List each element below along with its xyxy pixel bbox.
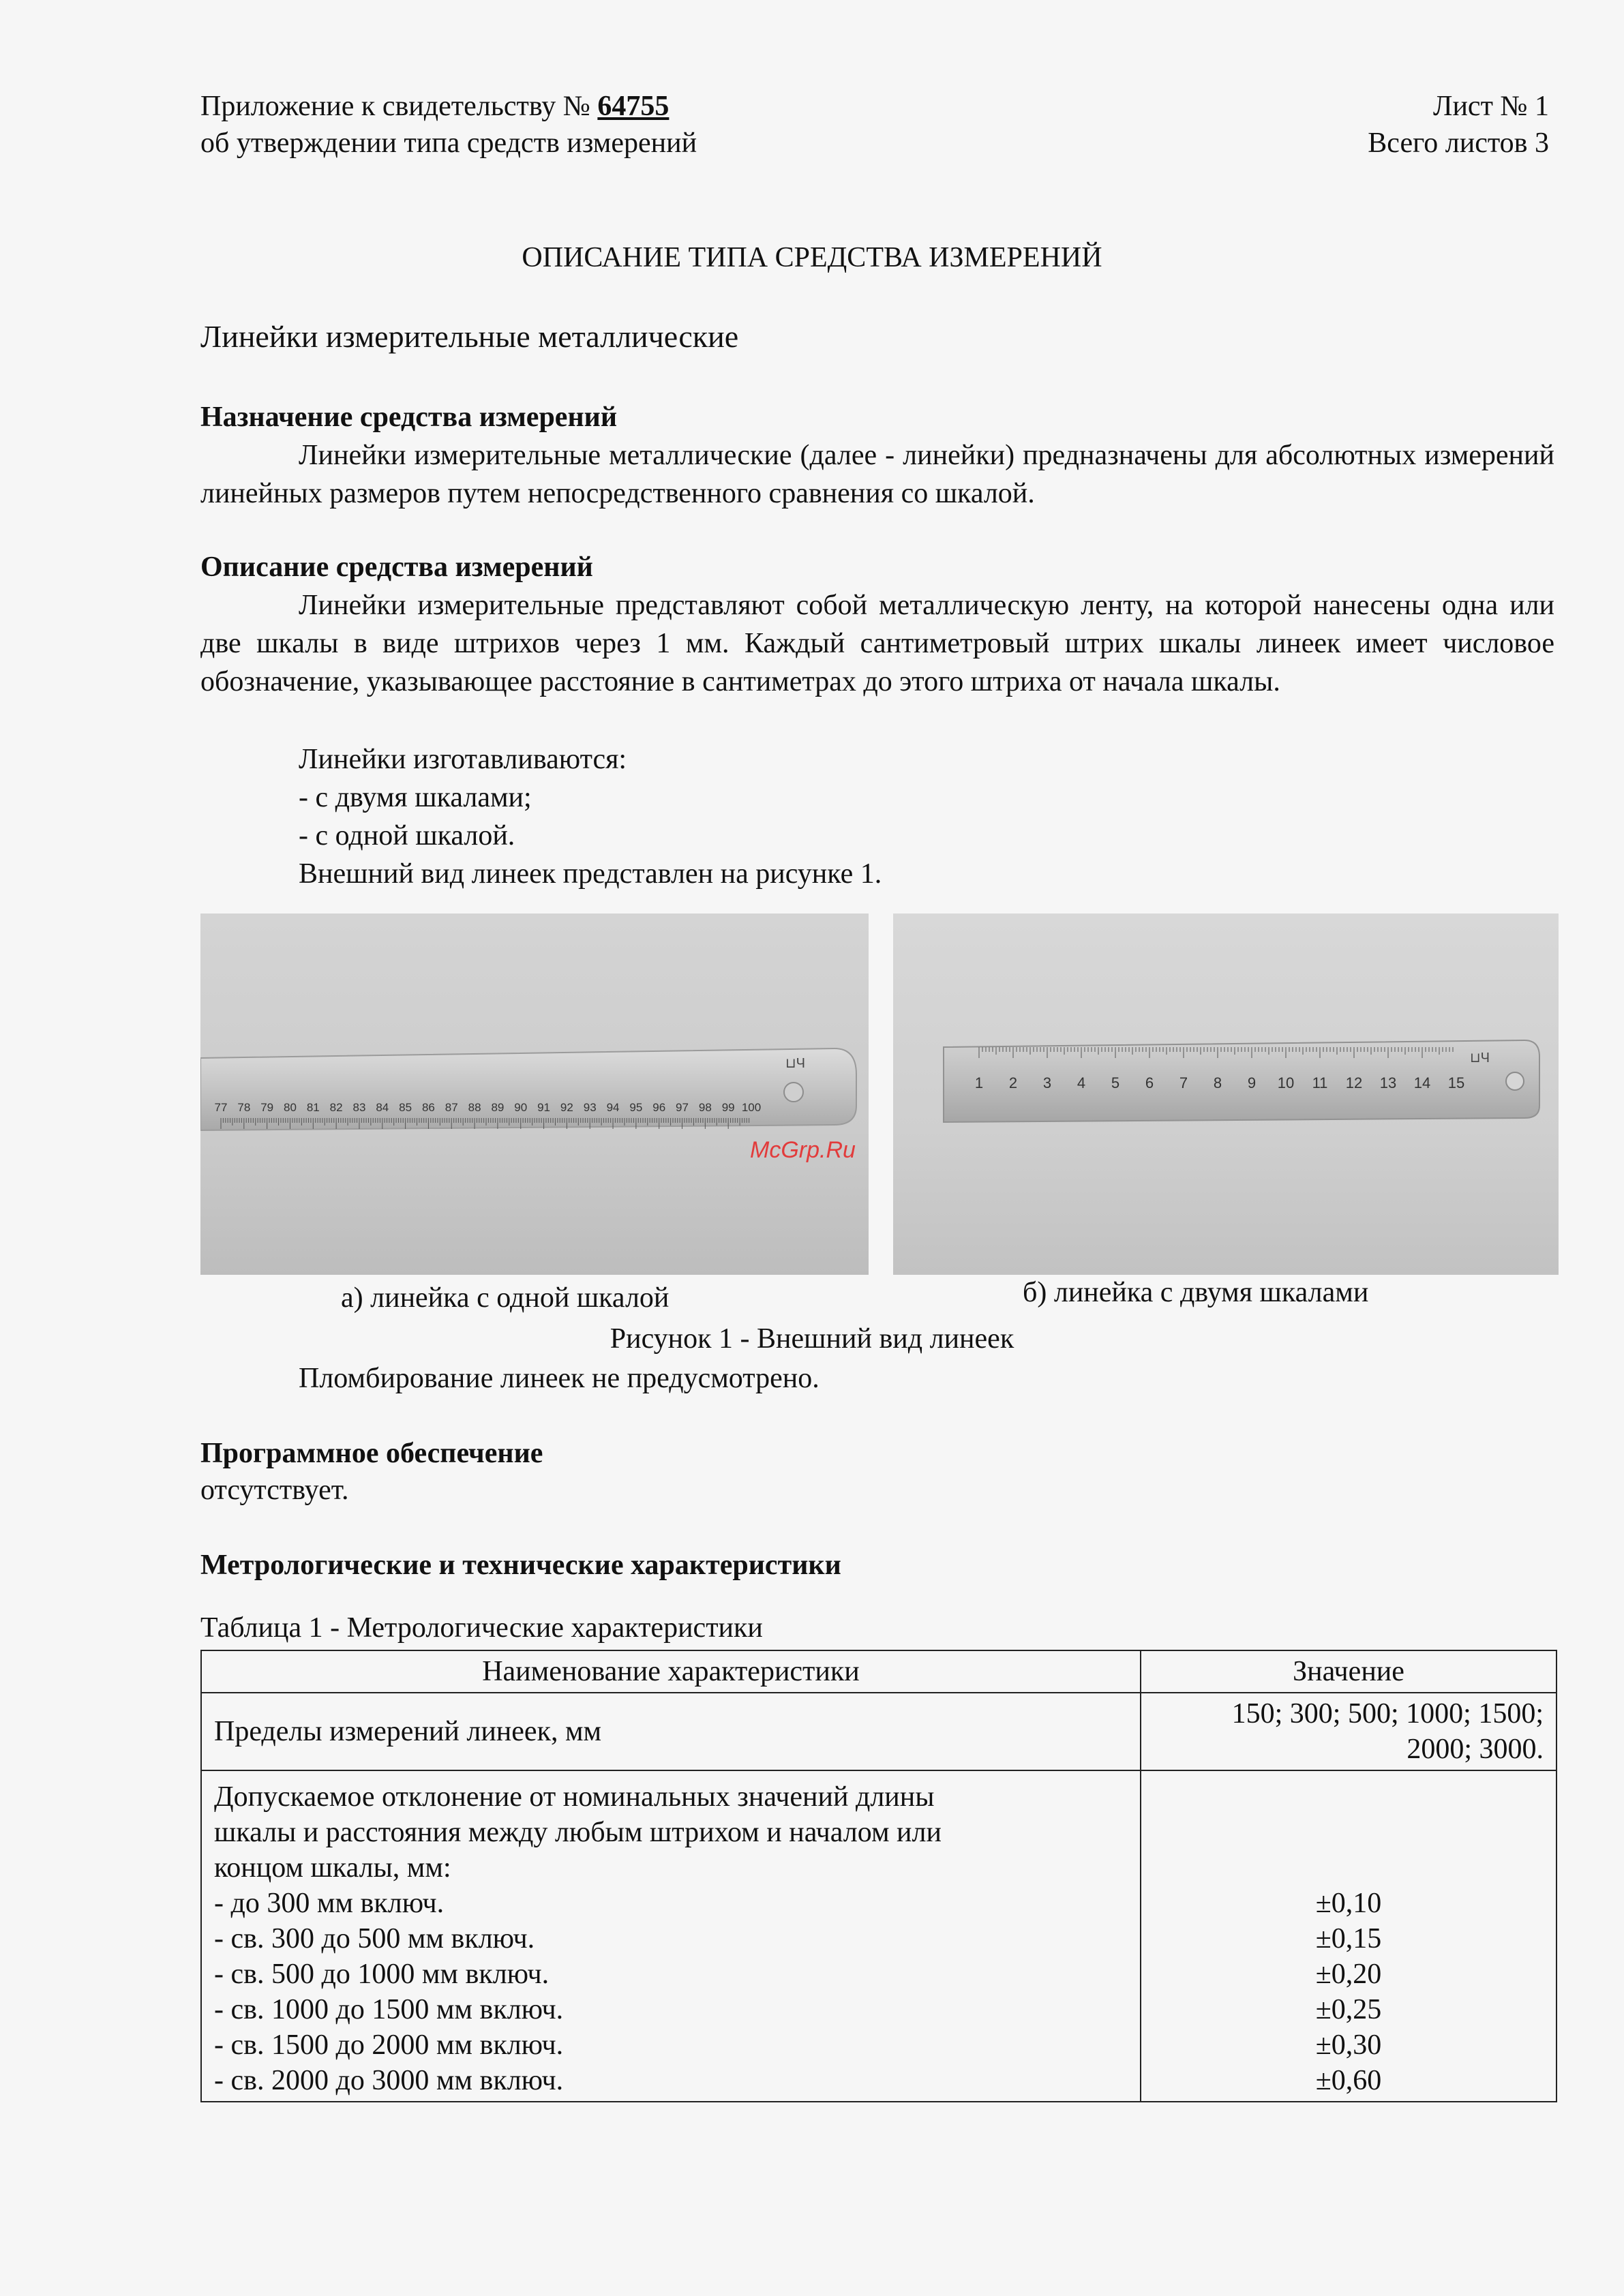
scale-number: 82 [329,1101,343,1114]
range-item: - св. 500 до 1000 мм включ. [214,1959,550,1990]
table-row [201,1693,1557,1770]
maker-mark: ⊔Ч [1470,1051,1490,1066]
ruler-body [200,1048,856,1130]
limits-value-line-2: 2000; 3000. [1407,1734,1544,1765]
made-intro: Линейки изготавливаются: [299,744,627,775]
scale-number: 1 [974,1074,984,1091]
tolerance-value: ±0,20 [1315,1959,1382,1990]
tolerance-value: ±0,25 [1315,1994,1382,2025]
scale-number: 95 [629,1101,643,1114]
table-row [201,1770,1557,2102]
scale-number: 85 [399,1101,412,1114]
description-text: Линейки измерительные представляют собой металлическую ленту, на которой нанесены одна или две шкалы в виде штрихов через 1 мм. Каждый сантиметровый штрих шкалы линеек имеет числовое обозначение, указывающее расстояние в сантиметрах до этого штриха от начала шкалы. [200,590,1554,697]
scale-number: 96 [652,1101,666,1114]
scale-number: 4 [1077,1074,1086,1091]
limits-value-line-1: 150; 300; 500; 1000; 1500; [1231,1698,1544,1729]
scale-number: 92 [560,1101,573,1114]
ruler-scale-numbers [975,1074,1464,1091]
range-item: - до 300 мм включ. [214,1888,445,1919]
tolerance-value: ±0,60 [1315,2065,1382,2096]
scale-number: 78 [237,1101,251,1114]
appearance-line: Внешний вид линеек представлен на рисунке 1. [299,858,882,890]
scale-number: 97 [676,1101,689,1114]
scale-number: 86 [421,1101,435,1114]
scale-number: 11 [1312,1074,1328,1091]
tolerance-intro-3: концом шкалы, мм: [214,1852,451,1884]
ruler-one-scale-image [200,913,869,1275]
product-name: Линейки измерительные металлические [200,319,739,354]
table-header-row [201,1650,1557,1693]
scale-number: 88 [468,1101,481,1114]
figure-caption: Рисунок 1 - Внешний вид линеек [610,1323,1014,1355]
photo-ruler-one-scale [200,913,869,1275]
scale-number: 8 [1213,1074,1222,1091]
scale-number: 10 [1277,1074,1295,1091]
hanging-hole [784,1083,803,1102]
scale-number: 2 [1008,1074,1018,1091]
scale-number: 7 [1179,1074,1188,1091]
row-limits-name: Пределы измерений линеек, мм [201,1693,1141,1770]
maker-mark: ⊔Ч [785,1056,805,1071]
scale-number: 3 [1042,1074,1052,1091]
scale-number: 80 [284,1101,297,1114]
scale-number: 13 [1379,1074,1397,1091]
scale-number: 81 [306,1101,320,1114]
tolerance-intro-1: Допускаемое отклонение от номинальных значений длины [214,1781,935,1813]
scale-number: 12 [1345,1074,1363,1091]
ruler-two-scales-image [893,913,1559,1275]
row-limits-value [1141,1693,1557,1770]
scale-number: 84 [376,1101,389,1114]
sheet-number: Лист № 1 [1432,91,1549,122]
row-tolerance-values [1141,1770,1557,2102]
range-item: - св. 1500 до 2000 мм включ. [214,2029,564,2061]
scale-number: 83 [352,1101,366,1114]
scale-number: 93 [583,1101,597,1114]
scale-number: 91 [537,1101,551,1114]
row-tolerance-name [201,1770,1141,2102]
scale-number: 98 [698,1101,712,1114]
sealing-text: Пломбирование линеек не предусмотрено. [299,1363,819,1394]
description-heading: Описание средства измерений [200,552,593,583]
tolerance-value: ±0,15 [1315,1923,1382,1954]
scale-number: 90 [514,1101,528,1114]
photo-ruler-two-scales [893,913,1559,1275]
caption-b: б) линейка с двумя шкалами [1023,1277,1369,1308]
spacer [1154,1774,1544,1886]
watermark: McGrp.Ru [750,1137,856,1163]
scale-number: 77 [214,1101,228,1114]
tolerance-intro-2: шкалы и расстояния между любым штрихом и началом или [214,1817,942,1848]
col-header-name: Наименование характеристики [201,1650,1141,1693]
scale-number: 87 [445,1101,458,1114]
software-heading: Программное обеспечение [200,1438,543,1469]
hanging-hole [1506,1072,1524,1090]
variant-one-scale: - с одной шкалой. [299,820,515,851]
scale-number: 9 [1247,1074,1257,1091]
variant-two-scales: - с двумя шкалами; [299,782,532,813]
range-item: - св. 1000 до 1500 мм включ. [214,1994,564,2025]
col-header-value: Значение [1141,1650,1557,1693]
purpose-text: Линейки измерительные металлические (далее - линейки) предназначены для абсолютных измерений линейных размеров путем непосредственного сравнения со шкалой. [200,440,1554,509]
range-item: - св. 2000 до 3000 мм включ. [214,2065,564,2096]
scale-number: 15 [1447,1074,1465,1091]
range-item: - св. 300 до 500 мм включ. [214,1923,535,1954]
doc-title: ОПИСАНИЕ ТИПА СРЕДСТВА ИЗМЕРЕНИЙ [522,242,1102,273]
scale-number: 79 [260,1101,274,1114]
scale-number: 89 [491,1101,505,1114]
scale-number: 5 [1111,1074,1120,1091]
metrology-heading: Метрологические и технические характеристики [200,1550,841,1581]
certificate-number: 64755 [597,91,670,122]
table-title: Таблица 1 - Метрологические характеристики [200,1612,763,1644]
metrology-table [200,1650,1557,2102]
appendix-prefix: Приложение к свидетельству № [200,91,598,122]
tolerance-value: ±0,30 [1315,2029,1382,2061]
software-text: отсутствует. [200,1475,349,1506]
tolerance-value: ±0,10 [1315,1888,1382,1919]
scale-number: 99 [721,1101,735,1114]
appendix-line [200,89,669,124]
approval-line: об утверждении типа средств измерений [200,127,697,159]
scale-number: 94 [606,1101,620,1114]
scale-number: 6 [1145,1074,1154,1091]
scale-number: 14 [1413,1074,1431,1091]
total-sheets: Всего листов 3 [1368,127,1549,159]
scale-number: 100 [741,1101,762,1114]
caption-a: а) линейка с одной шкалой [341,1282,670,1314]
purpose-heading: Назначение средства измерений [200,402,618,433]
